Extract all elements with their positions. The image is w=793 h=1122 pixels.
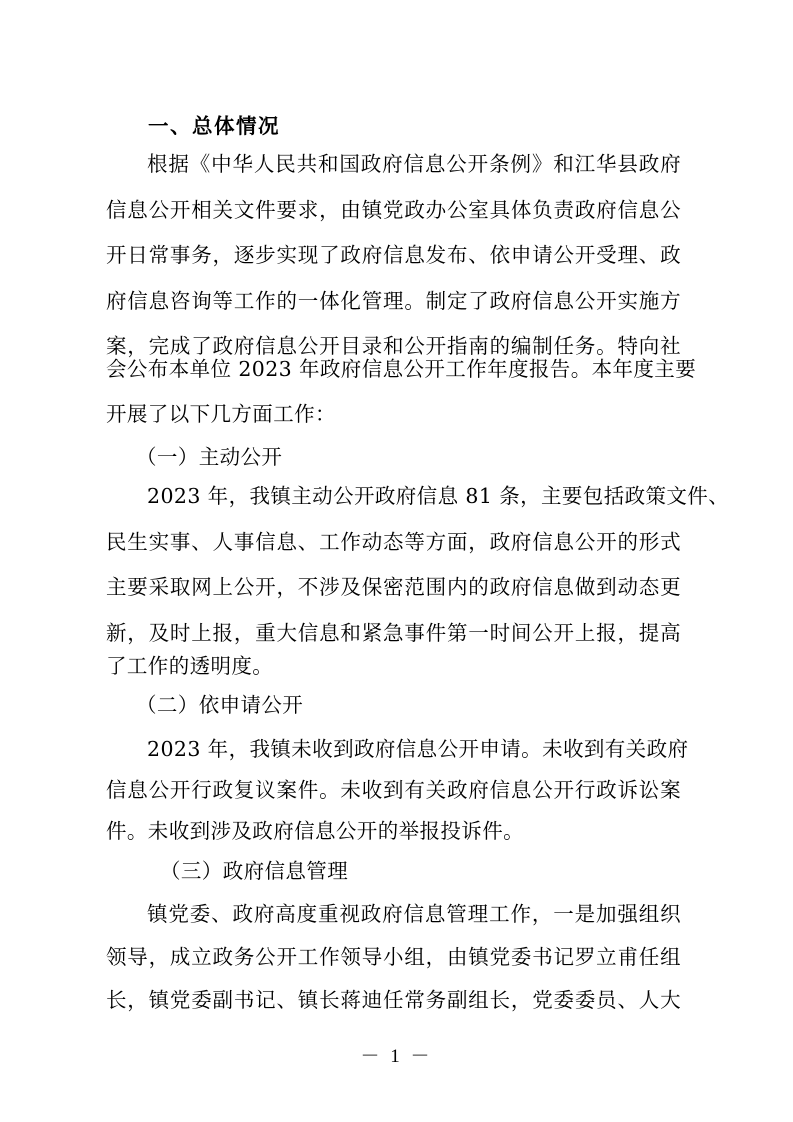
text-line: 案，完成了政府信息公开目录和公开指南的编制任务。特向社 — [106, 334, 681, 358]
text-line: 2023 年，我镇主动公开政府信息 81 条，主要包括政策文件、 — [147, 484, 730, 508]
text-line: 根据《中华人民共和国政府信息公开条例》和江华县政府 — [147, 152, 681, 176]
text-line: 长，镇党委副书记、镇长蒋迪任常务副组长，党委委员、人大 — [106, 988, 681, 1012]
subsection-heading: （三）政府信息管理 — [160, 859, 349, 883]
text-line: 信息公开相关文件要求，由镇党政办公室具体负责政府信息公 — [106, 198, 681, 222]
text-line: 了工作的透明度。 — [106, 654, 274, 678]
subsection-heading: （一）主动公开 — [136, 445, 283, 469]
text-line: 主要采取网上公开，不涉及保密范围内的政府信息做到动态更 — [106, 575, 681, 599]
text-line: 府信息咨询等工作的一体化管理。制定了政府信息公开实施方 — [106, 289, 681, 313]
text-line: 领导，成立政务公开工作领导小组，由镇党委书记罗立甫任组 — [106, 945, 681, 969]
text-line: 2023 年，我镇未收到政府信息公开申请。未收到有关政府 — [147, 737, 689, 761]
text-line: 件。未收到涉及政府信息公开的举报投诉件。 — [106, 819, 524, 843]
text-line: 民生实事、人事信息、工作动态等方面，政府信息公开的形式 — [106, 530, 681, 554]
text-line: 新，及时上报，重大信息和紧急事件第一时间公开上报，提高 — [106, 621, 681, 645]
text-line: 开展了以下几方面工作： — [106, 402, 336, 426]
text-line: 镇党委、政府高度重视政府信息管理工作，一是加强组织 — [147, 902, 681, 926]
page-number: － 1 － — [360, 1046, 433, 1067]
text-line: 信息公开行政复议案件。未收到有关政府信息公开行政诉讼案 — [106, 778, 681, 802]
text-line: 会公布本单位 2023 年政府信息公开工作年度报告。本年度主要 — [106, 357, 697, 381]
text-line: 开日常事务，逐步实现了政府信息发布、依申请公开受理、政 — [106, 243, 681, 267]
subsection-heading: （二）依申请公开 — [136, 693, 304, 717]
section-heading: 一、总体情况 — [148, 114, 280, 138]
